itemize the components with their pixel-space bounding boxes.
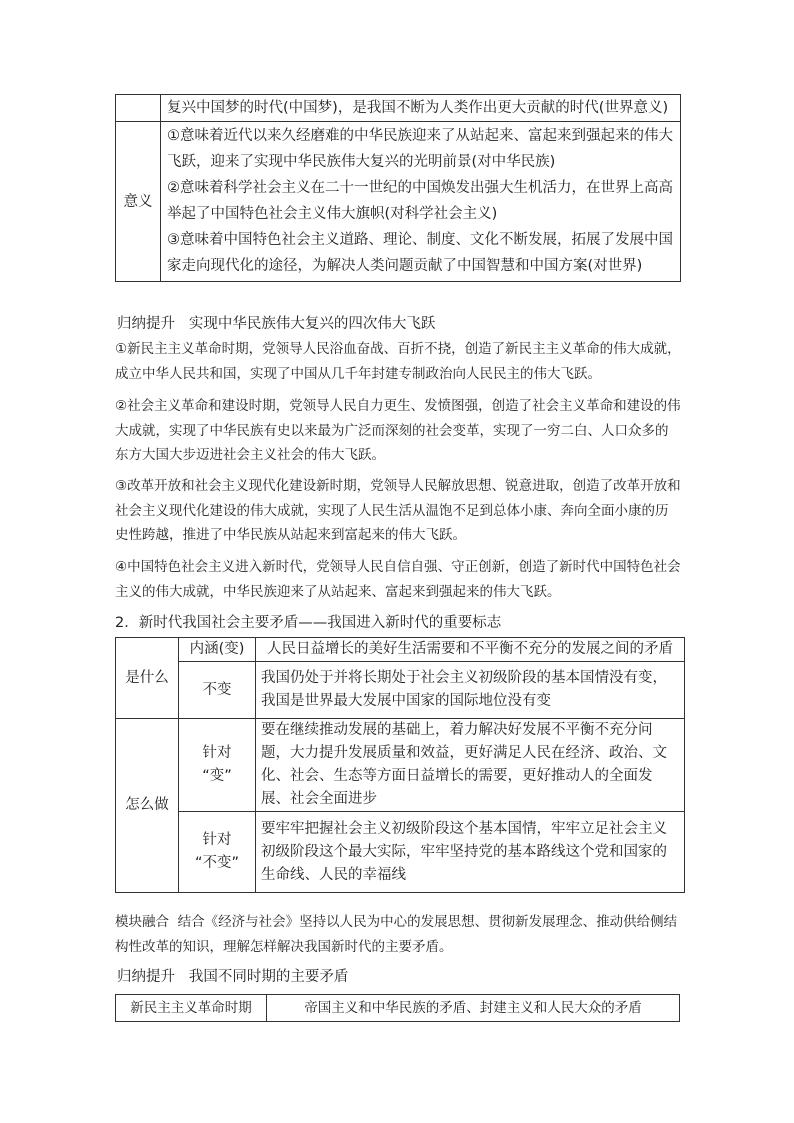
summary-title: 我国不同时期的主要矛盾	[188, 969, 349, 985]
table-row	[116, 662, 685, 719]
leap-paragraph-1: ①新民主主义革命时期，党领导人民浴血奋战、百折不挠，创造了新民主主义革命的伟大成就，成立中华人民共和国，实现了中国从几千年封建专制政治向人民民主的伟大飞跃。	[115, 341, 681, 382]
summary-prefix: 归纳提升	[117, 969, 175, 985]
table-row	[116, 995, 680, 1022]
contradiction-table	[115, 637, 685, 893]
zhendui-bian-line-1: 针对	[202, 745, 232, 761]
table-row	[116, 719, 685, 812]
leap-paragraph-4: ④中国特色社会主义进入新时代，党领导人民自信自强、守正创新，创造了新时代中国特色社会主义的伟大成就，中华民族迎来了从站起来、富起来到强起来的伟大飞跃。	[115, 559, 681, 600]
leap-paragraph-2: ②社会主义革命和建设时期，党领导人民自力更生、发愤图强，创造了社会主义革命和建设的伟大成就，实现了中华民族有史以来最为广泛而深刻的社会变革，实现了一穷二白、人口众多的东方大国大步迈进社会主义社会的伟大飞跃。	[115, 398, 681, 463]
module-prefix: 模块融合	[115, 914, 169, 930]
bubian-label: 不变	[179, 662, 256, 719]
significance-label: 意义	[116, 122, 161, 282]
table-row	[116, 812, 685, 893]
bubian-text: 我国仍处于并将长期处于社会主义初级阶段的基本国情没有变，我国是世界最大发展中国家的国际地位没有变	[256, 662, 685, 719]
zhendui-bian-text: 要在继续推动发展的基础上，着力解决好发展不平衡不充分问题，大力提升发展质量和效益，更好满足人民在经济、政治、文化、社会、生态等方面日益增长的需要，更好推动人的全面发展、社会全面进步	[256, 719, 685, 812]
module-text: 结合《经济与社会》坚持以人民为中心的发展思想、贯彻新发展理念、推动供给侧结构性改革的知识，理解怎样解决我国新时代的主要矛盾。	[115, 914, 678, 955]
zhendui-bubian-text: 要牢牢把握社会主义初级阶段这个基本国情，牢牢立足社会主义初级阶段这个最大实际，牢牢坚持党的基本路线这个党和国家的生命线、人民的幸福线	[256, 812, 685, 893]
zhendui-bubian-line-2: “不变”	[194, 855, 240, 871]
zhendui-bian-label	[179, 719, 256, 812]
zhendui-bian-line-2: “变”	[202, 768, 232, 784]
neihan-text: 人民日益增长的美好生活需要和不平衡不充分的发展之间的矛盾	[256, 638, 685, 662]
table-row	[116, 95, 681, 122]
dream-era-cell: 复兴中国梦的时代(中国梦)，是我国不断为人类作出更大贡献的时代(世界意义)	[161, 95, 681, 122]
significance-table	[115, 94, 681, 282]
summary-heading-1	[117, 314, 435, 334]
table-row	[116, 638, 685, 662]
empty-label-cell	[116, 95, 161, 122]
significance-items	[161, 122, 681, 282]
how-label: 怎么做	[116, 719, 179, 893]
zhendui-bubian-line-1: 针对	[202, 832, 232, 848]
summary-heading-2	[117, 967, 348, 987]
section-heading: 2．新时代我国社会主要矛盾——我国进入新时代的重要标志	[115, 615, 502, 631]
period-cell: 新民主主义革命时期	[116, 995, 267, 1022]
summary-title: 实现中华民族伟大复兴的四次伟大飞跃	[188, 316, 436, 332]
module-integration	[115, 910, 681, 959]
contradiction-cell: 帝国主义和中华民族的矛盾、封建主义和人民大众的矛盾	[267, 995, 680, 1022]
period-contradiction-table	[115, 994, 680, 1022]
summary-prefix: 归纳提升	[117, 316, 175, 332]
significance-item-2: ②意味着科学社会主义在二十一世纪的中国焕发出强大生机活力，在世界上高高举起了中国特色社会主义伟大旗帜(对科学社会主义)	[167, 180, 673, 222]
table-row	[116, 122, 681, 282]
leap-paragraph-3: ③改革开放和社会主义现代化建设新时期，党领导人民解放思想、锐意进取，创造了改革开放和社会主义现代化建设的伟大成就，实现了人民生活从温饱不足到总体小康、奔向全面小康的历史性跨越，推进了中华民族从站起来到富起来的伟大飞跃。	[115, 478, 681, 543]
significance-item-3: ③意味着中国特色社会主义道路、理论、制度、文化不断发展，拓展了发展中国家走向现代化的途径，为解决人类问题贡献了中国智慧和中国方案(对世界)	[167, 232, 673, 274]
neihan-label: 内涵(变)	[179, 638, 256, 662]
zhendui-bubian-label	[179, 812, 256, 893]
what-label: 是什么	[116, 638, 179, 719]
significance-item-1: ①意味着近代以来久经磨难的中华民族迎来了从站起来、富起来到强起来的伟大飞跃，迎来了实现中华民族伟大复兴的光明前景(对中华民族)	[167, 128, 673, 170]
